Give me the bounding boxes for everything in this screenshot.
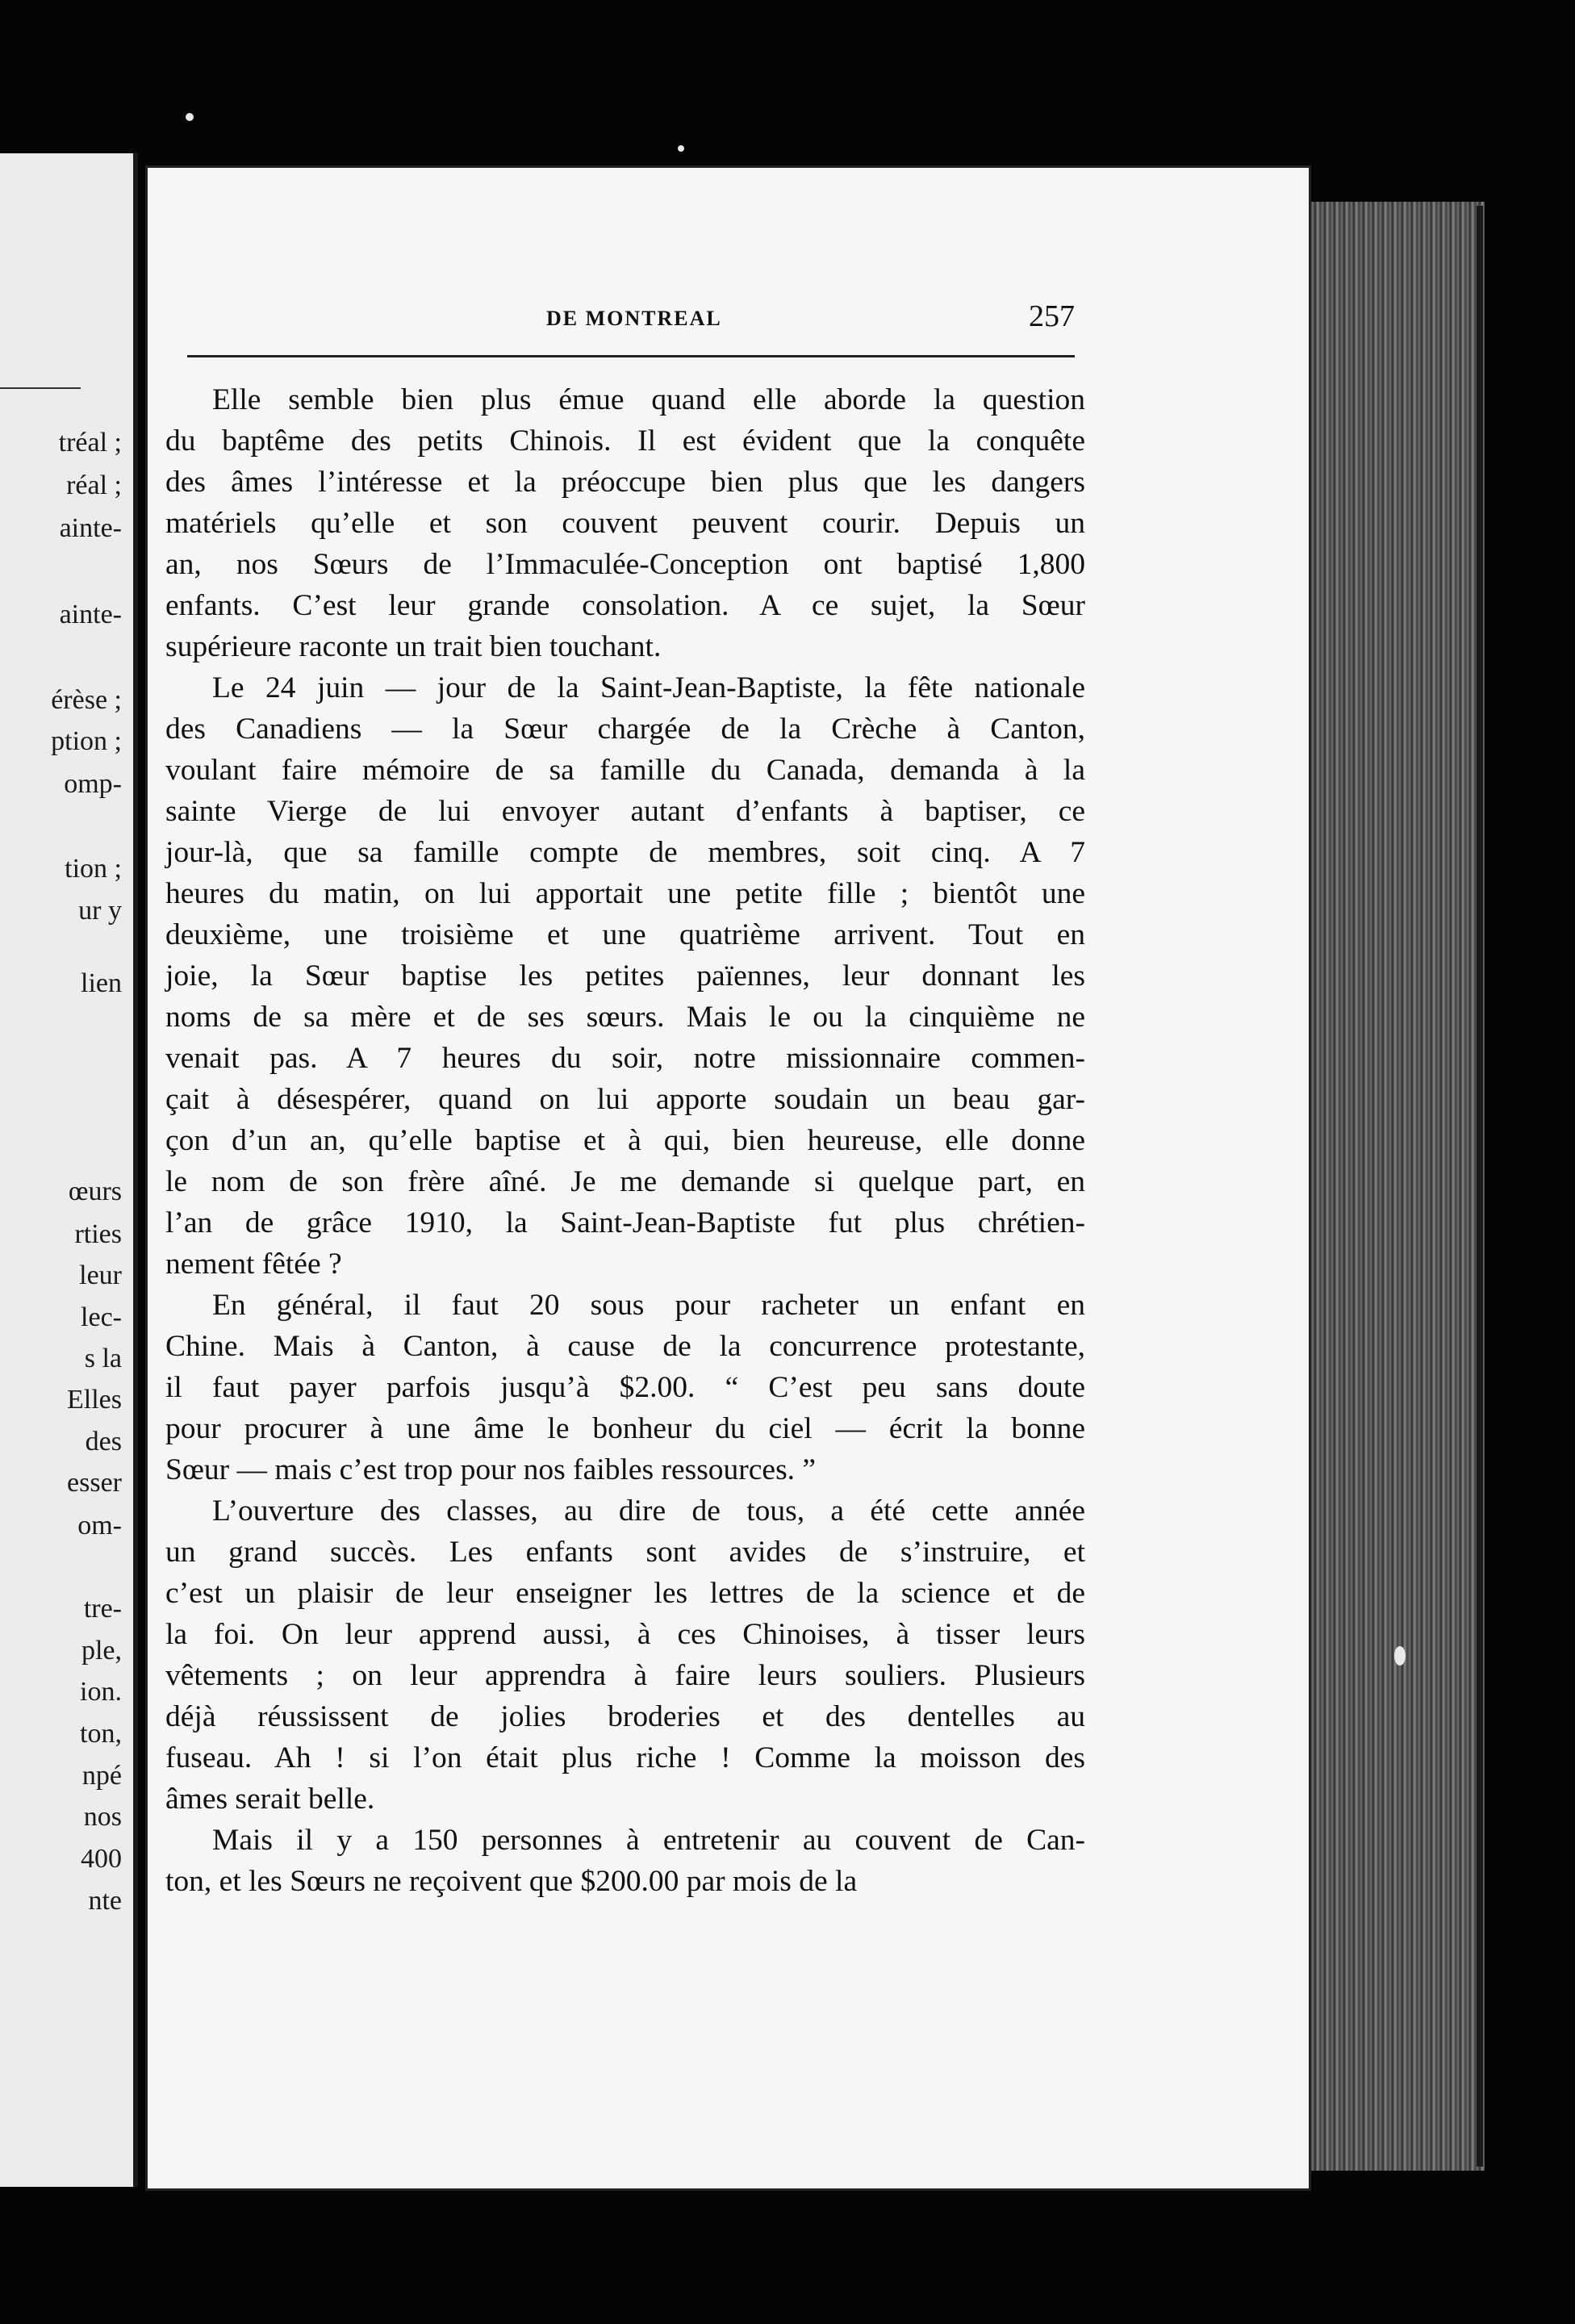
- text-line: Sœur — mais c’est trop pour nos faibles ressources. ”: [165, 1453, 817, 1486]
- left-page-line: ainte-: [59, 513, 122, 543]
- dust-speck: [1394, 1646, 1406, 1666]
- left-page-line: des: [85, 1427, 122, 1457]
- left-page-line: tréal ;: [58, 428, 122, 458]
- text-line: deuxième, une troisième et une quatrième arrivent. Tout en: [165, 918, 1085, 951]
- text-line: Elle semble bien plus émue quand elle aborde la question: [212, 383, 1085, 416]
- paragraph: [165, 667, 1085, 1285]
- left-page-line: ton,: [80, 1719, 122, 1749]
- left-page-line: nte: [88, 1886, 122, 1916]
- left-page-line: om-: [77, 1511, 122, 1540]
- header-rule: [187, 355, 1075, 357]
- text-line: noms de sa mère et de ses sœurs. Mais le ou la cinquième ne: [165, 1001, 1085, 1034]
- text-line: enfants. C’est leur grande consolation. A ce sujet, la Sœur: [165, 589, 1085, 622]
- left-page: [0, 153, 138, 2187]
- text-line: joie, la Sœur baptise les petites païennes, leur donnant les: [165, 959, 1085, 993]
- text-line: déjà réussissent de jolies broderies et des dentelles au: [165, 1700, 1085, 1733]
- text-line: Chine. Mais à Canton, à cause de la concurrence protestante,: [165, 1330, 1085, 1363]
- left-page-line: réal ;: [66, 470, 122, 500]
- body-text: [165, 379, 1085, 1902]
- text-line: jour-là, que sa famille compte de membres, soit cinq. A 7: [165, 836, 1085, 869]
- text-line: la foi. On leur apprend aussi, à ces Chinoises, à tisser leurs: [165, 1618, 1085, 1651]
- left-page-line: œurs: [68, 1177, 122, 1206]
- text-line: pour procurer à une âme le bonheur du ciel — écrit la bonne: [165, 1412, 1085, 1445]
- left-page-line: esser: [67, 1468, 122, 1498]
- left-page-line: npé: [81, 1761, 122, 1791]
- page-number: 257: [1029, 299, 1075, 333]
- left-page-line: 400: [81, 1844, 122, 1874]
- text-line: des âmes l’intéresse et la préoccupe bien plus que les dangers: [165, 466, 1085, 499]
- left-page-line: tion ;: [65, 854, 122, 884]
- paragraph: [165, 1820, 1085, 1902]
- text-line: âmes serait belle.: [165, 1783, 375, 1816]
- text-line: sainte Vierge de lui envoyer autant d’enfants à baptiser, ce: [165, 795, 1085, 828]
- text-line: des Canadiens — la Sœur chargée de la Crèche à Canton,: [165, 713, 1085, 746]
- running-title: DE MONTREAL: [546, 307, 722, 330]
- text-line: çon d’un an, qu’elle baptise et à qui, bien heureuse, elle donne: [165, 1124, 1085, 1157]
- left-page-line: ur y: [78, 896, 122, 926]
- left-page-line: rties: [74, 1219, 122, 1249]
- text-line: du baptême des petits Chinois. Il est évident que la conquête: [165, 424, 1085, 458]
- dust-speck: [186, 113, 194, 121]
- text-line: Le 24 juin — jour de la Saint-Jean-Baptiste, la fête nationale: [212, 671, 1085, 704]
- text-line: supérieure raconte un trait bien touchant.: [165, 630, 662, 663]
- text-line: l’an de grâce 1910, la Saint-Jean-Baptiste fut plus chrétien-: [165, 1206, 1085, 1239]
- text-line: venait pas. A 7 heures du soir, notre missionnaire commen-: [165, 1042, 1085, 1075]
- text-line: fuseau. Ah ! si l’on était plus riche ! Comme la moisson des: [165, 1741, 1085, 1774]
- left-page-line: lien: [81, 968, 122, 998]
- text-line: voulant faire mémoire de sa famille du Canada, demanda à la: [165, 754, 1085, 787]
- text-line: an, nos Sœurs de l’Immaculée-Conception ont baptisé 1,800: [165, 548, 1085, 581]
- left-page-line: lec-: [81, 1302, 122, 1332]
- text-line: c’est un plaisir de leur enseigner les lettres de la science et de: [165, 1577, 1085, 1610]
- text-line: vêtements ; on leur apprendra à faire leurs souliers. Plusieurs: [165, 1659, 1085, 1692]
- left-page-line: nos: [83, 1802, 122, 1832]
- dust-speck: [678, 145, 684, 152]
- text-line: Mais il y a 150 personnes à entretenir au couvent de Can-: [212, 1824, 1085, 1857]
- text-line: çait à désespérer, quand on lui apporte soudain un beau gar-: [165, 1083, 1085, 1116]
- text-line: il faut payer parfois jusqu’à $2.00. “ C’est peu sans doute: [165, 1371, 1085, 1404]
- left-page-line: omp-: [64, 769, 122, 799]
- text-line: un grand succès. Les enfants sont avides de s’instruire, et: [165, 1536, 1085, 1569]
- left-page-line: Elles: [67, 1385, 122, 1415]
- text-line: heures du matin, on lui apportait une petite fille ; bientôt une: [165, 877, 1085, 910]
- left-page-line: tre-: [83, 1594, 122, 1624]
- book-spine-edge: [1477, 206, 1483, 2167]
- left-page-line: ple,: [81, 1636, 122, 1666]
- text-line: nement fêtée ?: [165, 1248, 342, 1281]
- left-page-line: ion.: [80, 1677, 122, 1707]
- paragraph: [165, 379, 1085, 667]
- text-line: le nom de son frère aîné. Je me demande si quelque part, en: [165, 1165, 1085, 1198]
- page-edges: [1291, 202, 1485, 2171]
- left-page-line: ainte-: [59, 600, 122, 629]
- left-page-line: érèse ;: [51, 685, 122, 715]
- page-header: [187, 299, 1075, 345]
- paragraph: [165, 1490, 1085, 1820]
- text-line: ton, et les Sœurs ne reçoivent que $200.00 par mois de la: [165, 1865, 858, 1898]
- text-line: L’ouverture des classes, au dire de tous, a été cette année: [212, 1494, 1085, 1528]
- left-page-line: s la: [84, 1344, 122, 1373]
- text-line: matériels qu’elle et son couvent peuvent courir. Depuis un: [165, 507, 1085, 540]
- text-line: En général, il faut 20 sous pour racheter un enfant en: [212, 1289, 1085, 1322]
- left-page-line: ption ;: [51, 726, 122, 756]
- left-page-line: leur: [79, 1260, 122, 1290]
- paragraph: [165, 1285, 1085, 1490]
- left-page-rule: [0, 387, 81, 389]
